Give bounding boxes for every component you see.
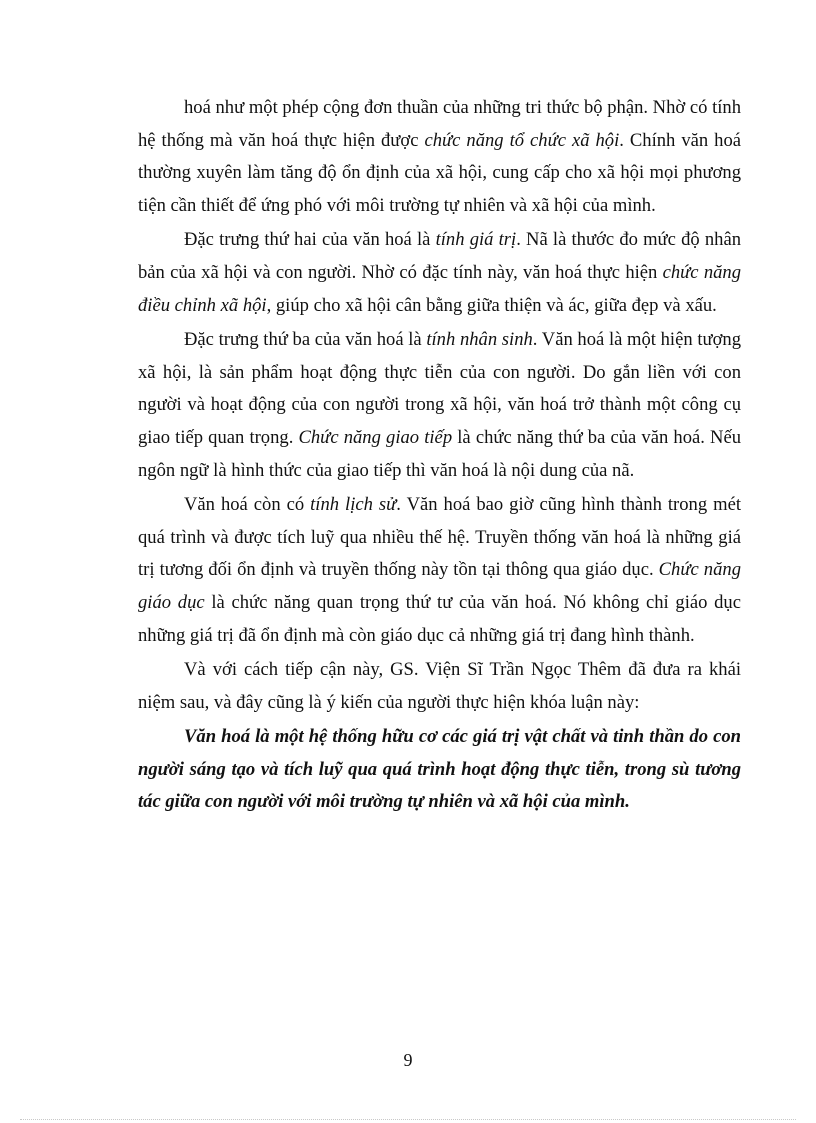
italic-term-history: tính lịch sử	[310, 494, 397, 516]
paragraph-5	[138, 654, 741, 719]
text-segment: Đặc trưng thứ ba của văn hoá là	[184, 329, 427, 351]
text-segment: là chức năng thứ ba của văn hoá. Nếu ngôn ngữ là hình thức của giao tiếp thì văn hoá là nội dung của nã.	[138, 426, 742, 481]
italic-term-education: Chức năng giáo dục	[138, 559, 741, 613]
paragraph-4	[138, 489, 741, 652]
page-bottom-divider	[20, 1119, 796, 1120]
text-segment: Văn hoá còn có	[184, 494, 311, 516]
text-segment: . Chính văn hoá thường xuyên làm tăng độ ổn định của xã hội, cung cấp cho xã hội mọi phương tiện cần thiết để ứng phó với môi trường tự nhiên và xã hội của mình.	[138, 129, 742, 216]
italic-term-organization: chức năng tổ chức xã hội	[424, 129, 620, 151]
italic-term-humanity: tính nhân sinh	[426, 329, 533, 351]
culture-definition	[138, 721, 741, 819]
text-segment: . Văn hoá bao giờ cũng hình thành trong mét quá trình và được tích luỹ qua nhiều thế hệ. Truyền thống văn hoá là những giá trị tương đối ổn định và truyền thống này tồn tại thông qua giáo dục.	[138, 494, 741, 581]
italic-term-communication: Chức năng giao tiếp	[298, 426, 453, 448]
italic-term-value: tính giá trị	[435, 229, 517, 251]
italic-term-regulation: chức năng điều chỉnh xã hội	[138, 261, 742, 316]
text-segment: hoá như một phép cộng đơn thuần của những tri thức bộ phận. Nhờ có tính hệ thống mà văn hoá thực hiện được	[138, 97, 741, 151]
text-segment: Đặc trưng thứ hai của văn hoá là	[184, 229, 436, 251]
body-text	[138, 92, 741, 821]
text-segment: , giúp cho xã hội cân bằng giữa thiện và ác, giữa đẹp và xấu.	[266, 294, 717, 316]
text-segment: là chức năng quan trọng thứ tư của văn hoá. Nó không chỉ giáo dục những giá trị đã ổn định mà còn giáo dục cả những giá trị đang hình thành.	[138, 591, 741, 646]
text-segment: . Nã là thước đo mức độ nhân bản của xã hội và con người. Nhờ có đặc tính này, văn hoá thực hiện	[138, 229, 741, 283]
paragraph-2	[138, 224, 741, 322]
paragraph-3	[138, 324, 741, 487]
page-number: 9	[403, 1050, 413, 1070]
text-segment: Văn hoá là một hệ thống hữu cơ các giá trị vật chất và tinh thần do con người sáng tạo và tích luỹ qua quá trình hoạt động thực tiễn, trong sù tương tác giữa con người với môi trường tự nhiên và xã hội của mình.	[138, 726, 741, 813]
text-segment: . Văn hoá là một hiện tượng xã hội, là sản phẩm hoạt động thực tiễn của con người. Do gắn liền với con người và hoạt động của con người trong xã hội, văn hoá trở thành một công cụ giao tiếp quan trọng.	[138, 329, 741, 448]
text-segment: Và với cách tiếp cận này, GS. Viện Sĩ Trần Ngọc Thêm đã đưa ra khái niệm sau, và đây cũng là ý kiến của người thực hiện khóa luận này:	[138, 659, 741, 713]
paragraph-1	[138, 92, 741, 222]
